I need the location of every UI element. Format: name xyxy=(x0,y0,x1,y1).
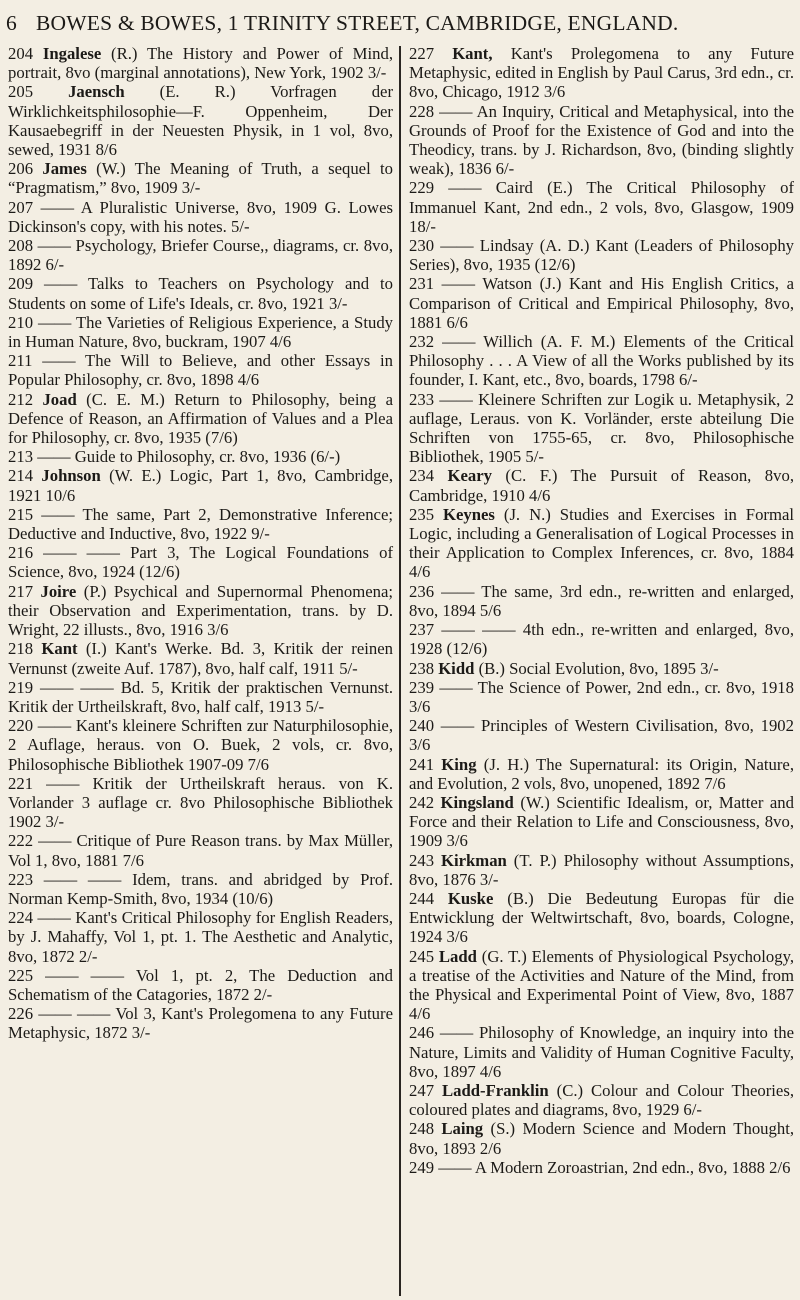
entry-description: (G. T.) Elements of Physiological Psychology, a treatise of the Activities and Nature of the Mind, from the Physical and Experimental Point of View, 8vo, 1887 4/6 xyxy=(409,946,794,1024)
entry-number: 241 xyxy=(409,754,435,774)
catalogue-entry xyxy=(409,390,794,467)
entry-number: 217 xyxy=(8,581,34,601)
catalogue-entry xyxy=(8,236,393,274)
entry-number: 226 xyxy=(8,1004,34,1024)
entry-description: —— A Modern Zoroastrian, 2nd edn., 8vo, 1888 2/6 xyxy=(438,1157,791,1177)
entry-number: 213 xyxy=(8,447,34,467)
entry-author: James xyxy=(42,159,87,179)
catalogue-entry xyxy=(409,466,794,504)
entry-number: 244 xyxy=(409,888,435,908)
entry-description: (I.) Kant's Werke. Bd. 3, Kritik der reinen Vernunst (zweite Auf. 1787), 8vo, half calf, 1911 5/- xyxy=(8,639,394,678)
entry-author: Ladd-Franklin xyxy=(442,1080,549,1100)
entry-number: 233 xyxy=(409,389,435,409)
catalogue-entry xyxy=(8,274,393,312)
entry-author: Joad xyxy=(42,389,77,409)
catalogue-entry xyxy=(409,851,794,889)
entry-description: —— Principles of Western Civilisation, 8vo, 1902 3/6 xyxy=(409,716,794,755)
entry-author: Jaensch xyxy=(68,82,125,102)
entry-number: 239 xyxy=(409,677,435,697)
entry-number: 211 xyxy=(8,351,33,371)
entry-number: 224 xyxy=(8,908,34,928)
catalogue-entry xyxy=(8,908,393,966)
catalogue-entry xyxy=(409,793,794,851)
entry-number: 248 xyxy=(409,1119,435,1139)
entry-description: —— —— Vol 1, pt. 2, The Deduction and Schematism of the Catagories, 1872 2/- xyxy=(8,965,393,1004)
entry-number: 208 xyxy=(8,236,34,256)
catalogue-entry xyxy=(409,1023,794,1081)
entry-description: —— Lindsay (A. D.) Kant (Leaders of Philosophy Series), 8vo, 1935 (12/6) xyxy=(409,236,794,275)
entry-number: 235 xyxy=(409,504,435,524)
catalogue-entry xyxy=(8,466,393,504)
entry-description: —— Guide to Philosophy, cr. 8vo, 1936 (6/-) xyxy=(37,447,341,467)
entry-description: —— Philosophy of Knowledge, an inquiry into the Nature, Limits and Validity of Human Cognitive Faculty, 8vo, 1897 4/6 xyxy=(409,1023,794,1081)
catalogue-entry xyxy=(409,659,794,678)
entry-number: 212 xyxy=(8,389,34,409)
left-column xyxy=(8,44,399,1296)
entry-description: (B.) Social Evolution, 8vo, 1895 3/- xyxy=(474,658,719,678)
entry-description: (J. H.) The Supernatural: its Origin, Nature, and Evolution, 2 vols, 8vo, unopened, 1892 7/6 xyxy=(409,754,794,793)
catalogue-entry xyxy=(409,332,794,390)
right-column xyxy=(401,44,794,1296)
catalogue-entry xyxy=(409,1119,794,1157)
entry-author: Kirkman xyxy=(441,850,507,870)
catalogue-entry xyxy=(8,1004,393,1042)
entry-number: 242 xyxy=(409,792,435,812)
entry-number: 210 xyxy=(8,312,34,332)
catalogue-entry xyxy=(409,236,794,274)
entry-number: 204 xyxy=(8,44,34,63)
entry-author: Kant xyxy=(41,639,78,659)
entry-author: Keary xyxy=(447,466,492,486)
entry-number: 215 xyxy=(8,504,34,524)
entry-number: 221 xyxy=(8,773,34,793)
entry-description: —— —— Vol 3, Kant's Prolegomena to any Future Metaphysic, 1872 3/- xyxy=(8,1004,393,1043)
entry-author: Kant, xyxy=(452,44,493,63)
entry-description: —— —— 4th edn., re-written and enlarged, 8vo, 1928 (12/6) xyxy=(409,620,794,659)
entry-number: 229 xyxy=(409,178,435,198)
entry-description: (J. N.) Studies and Exercises in Formal Logic, including a Generalisation of Logical Processes in their Application to Complex Inferences, cr. 8vo, 1884 4/6 xyxy=(409,504,794,582)
catalogue-entry xyxy=(409,102,794,179)
entry-number: 238 xyxy=(409,658,435,678)
catalogue-entry xyxy=(8,716,393,774)
entry-number: 249 xyxy=(409,1157,435,1177)
running-header: BOWES & BOWES, 1 TRINITY STREET, CAMBRIDGE, ENGLAND. xyxy=(36,10,679,35)
entry-description: —— The Varieties of Religious Experience, a Study in Human Nature, 8vo, buckram, 1907 4/6 xyxy=(8,312,394,352)
entry-number: 246 xyxy=(409,1023,435,1043)
entry-description: (T. P.) Philosophy without Assumptions, 8vo, 1876 3/- xyxy=(409,850,794,889)
catalogue-entry xyxy=(8,966,393,1004)
entry-author: Laing xyxy=(441,1119,484,1139)
entry-author: Ladd xyxy=(438,946,477,966)
entry-description: —— Kant's Critical Philosophy for English Readers, by J. Mahaffy, Vol 1, pt. 1. The Aesthetic and Analytic, 8vo, 1872 2/- xyxy=(8,908,393,966)
entry-author: Ingalese xyxy=(42,44,102,63)
page-number: 6 xyxy=(6,10,17,35)
page-header xyxy=(0,6,800,40)
entry-number: 223 xyxy=(8,869,34,889)
entry-description: (S.) Modern Science and Modern Thought, 8vo, 1893 2/6 xyxy=(409,1119,794,1158)
entry-author: Kidd xyxy=(438,658,475,678)
entry-description: Kant's Prolegomena to any Future Metaphysic, edited in English by Paul Carus, 3rd edn., cr. 8vo, Chicago, 1912 3/6 xyxy=(409,44,794,102)
entry-number: 240 xyxy=(409,716,435,736)
entry-number: 237 xyxy=(409,620,435,640)
catalogue-entry xyxy=(8,82,393,159)
entry-description: —— The same, Part 2, Demonstrative Inference; Deductive and Inductive, 8vo, 1922 9/- xyxy=(8,504,394,544)
entry-description: —— Watson (J.) Kant and His English Critics, a Comparison of Critical and Empirical Philosophy, 8vo, 1881 6/6 xyxy=(409,274,794,332)
entry-number: 228 xyxy=(409,101,435,121)
entry-number: 225 xyxy=(8,965,34,985)
catalogue-entry xyxy=(8,390,393,448)
entry-description: —— A Pluralistic Universe, 8vo, 1909 G. Lowes Dickinson's copy, with his notes. 5/- xyxy=(8,197,393,236)
entry-description: —— An Inquiry, Critical and Metaphysical, into the Grounds of Proof for the Existence of God and into the Theodicy, trans. by J. Richardson, 8vo, (binding slightly weak), 1836 6/- xyxy=(409,101,794,179)
catalogue-entry xyxy=(409,678,794,716)
entry-description: —— The same, 3rd edn., re-written and enlarged, 8vo, 1894 5/6 xyxy=(409,581,794,620)
entry-number: 227 xyxy=(409,44,435,63)
entry-author: King xyxy=(441,754,477,774)
catalogue-entry xyxy=(409,44,794,102)
catalogue-entry xyxy=(8,351,393,389)
entry-description: (W. E.) Logic, Part 1, 8vo, Cambridge, 1921 10/6 xyxy=(8,466,393,505)
catalogue-entry xyxy=(8,44,393,82)
catalogue-entry xyxy=(409,1158,794,1177)
entry-number: 247 xyxy=(409,1080,435,1100)
catalogue-columns xyxy=(8,44,794,1296)
catalogue-entry xyxy=(409,582,794,620)
entry-description: —— Talks to Teachers on Psychology and to Students on some of Life's Ideals, cr. 8vo, 1921 3/- xyxy=(8,274,393,313)
entry-description: (C. F.) The Pursuit of Reason, 8vo, Cambridge, 1910 4/6 xyxy=(409,466,794,505)
entry-number: 243 xyxy=(409,850,435,870)
entry-author: Joire xyxy=(40,581,77,601)
catalogue-entry xyxy=(409,889,794,947)
catalogue-entry xyxy=(8,313,393,351)
entry-number: 234 xyxy=(409,466,435,486)
entry-description: (E. R.) Vorfragen der Wirklichkeitsphilosophie—F. Oppenheim, Der Kausaebegriff in der Neuesten Physik, in 1 vol, 8vo, sewed, 1931 8/6 xyxy=(8,82,394,160)
catalogue-entry xyxy=(8,198,393,236)
entry-description: —— Kleinere Schriften zur Logik u. Metaphysik, 2 auflage, Leraus. von K. Vorländer, erste abteilung Die Schriften von 1755-65, cr. 8vo, Philosophische Bibliothek, 1905 5/- xyxy=(409,389,794,467)
catalogue-entry xyxy=(409,947,794,1024)
entry-number: 230 xyxy=(409,236,435,256)
catalogue-entry xyxy=(8,159,393,197)
entry-number: 205 xyxy=(8,82,34,102)
entry-number: 206 xyxy=(8,159,34,179)
entry-description: —— The Science of Power, 2nd edn., cr. 8vo, 1918 3/6 xyxy=(409,677,794,716)
entry-description: —— Psychology, Briefer Course,, diagrams, cr. 8vo, 1892 6/- xyxy=(8,236,393,275)
entry-number: 231 xyxy=(409,274,435,294)
entry-description: —— Critique of Pure Reason trans. by Max Müller, Vol 1, 8vo, 1881 7/6 xyxy=(8,831,393,870)
catalogue-entry xyxy=(8,678,393,716)
entry-number: 209 xyxy=(8,274,34,294)
entry-number: 232 xyxy=(409,332,435,352)
catalogue-entry xyxy=(8,505,393,543)
entry-description: —— Kritik der Urtheilskraft heraus. von K. Vorlander 3 auflage cr. 8vo Philosophische Bibliothek 1902 3/- xyxy=(8,773,393,832)
entry-description: (B.) Die Bedeutung Europas für die Entwicklung der Weltwirtschaft, 8vo, boards, Cologne, 1924 3/6 xyxy=(409,888,794,947)
catalogue-entry xyxy=(409,620,794,658)
catalogue-entry xyxy=(409,505,794,582)
entry-number: 220 xyxy=(8,716,34,736)
entry-description: —— Kant's kleinere Schriften zur Naturphilosophie, 2 Auflage, heraus. von O. Buek, 2 vols, cr. 8vo, Philosophische Bibliothek 1907-09 7/6 xyxy=(8,716,393,774)
catalogue-entry xyxy=(409,755,794,793)
catalogue-entry xyxy=(8,543,393,581)
entry-description: (W.) The Meaning of Truth, a sequel to “Pragmatism,” 8vo, 1909 3/- xyxy=(8,159,394,198)
entry-author: Kingsland xyxy=(440,792,514,812)
catalogue-entry xyxy=(409,1081,794,1119)
entry-number: 214 xyxy=(8,466,34,486)
catalogue-entry xyxy=(8,774,393,832)
entry-description: (C.) Colour and Colour Theories, coloured plates and diagrams, 8vo, 1929 6/- xyxy=(409,1080,794,1120)
catalogue-entry xyxy=(409,178,794,236)
catalogue-entry xyxy=(8,831,393,869)
entry-description: —— The Will to Believe, and other Essays in Popular Philosophy, cr. 8vo, 1898 4/6 xyxy=(8,351,393,390)
catalogue-entry xyxy=(8,582,393,640)
catalogue-entry xyxy=(409,716,794,754)
entry-number: 216 xyxy=(8,543,34,563)
entry-description: —— Willich (A. F. M.) Elements of the Critical Philosophy . . . A View of all the Works published by its founder, I. Kant, etc., 8vo, boards, 1798 6/- xyxy=(409,332,794,390)
entry-number: 236 xyxy=(409,581,435,601)
entry-description: (W.) Scientific Idealism, or, Matter and Force and their Relation to Life and Consciousness, 8vo, 1909 3/6 xyxy=(409,792,794,851)
catalogue-entry xyxy=(8,870,393,908)
entry-description: (R.) The History and Power of Mind, portrait, 8vo (marginal annotations), New York, 1902 3/- xyxy=(8,44,393,83)
entry-number: 219 xyxy=(8,677,34,697)
entry-author: Kuske xyxy=(447,888,494,908)
entry-number: 207 xyxy=(8,197,34,217)
catalogue-entry xyxy=(8,639,393,677)
entry-number: 222 xyxy=(8,831,34,851)
catalogue-entry xyxy=(409,274,794,332)
entry-description: —— Caird (E.) The Critical Philosophy of Immanuel Kant, 2nd edn., 2 vols, 8vo, Glasgow, 1909 18/- xyxy=(409,178,794,236)
entry-description: —— —— Part 3, The Logical Foundations of Science, 8vo, 1924 (12/6) xyxy=(8,543,393,582)
catalogue-entry xyxy=(8,447,393,466)
entry-author: Keynes xyxy=(443,504,495,524)
entry-description: —— —— Bd. 5, Kritik der praktischen Vernunst. Kritik der Urtheilskraft, 8vo, half calf, 1913 5/- xyxy=(8,677,394,716)
entry-author: Johnson xyxy=(41,466,101,486)
entry-description: —— —— Idem, trans. and abridged by Prof. Norman Kemp-Smith, 8vo, 1934 (10/6) xyxy=(8,869,393,908)
entry-number: 218 xyxy=(8,639,34,659)
entry-description: (P.) Psychical and Supernormal Phenomena; their Observation and Experimentation, trans. by D. Wright, 22 illusts., 8vo, 1916 3/6 xyxy=(8,581,393,640)
entry-description: (C. E. M.) Return to Philosophy, being a Defence of Reason, an Affirmation of Values and a Plea for Philosophy, cr. 8vo, 1935 (7/6) xyxy=(8,389,393,448)
entry-number: 245 xyxy=(409,946,435,966)
